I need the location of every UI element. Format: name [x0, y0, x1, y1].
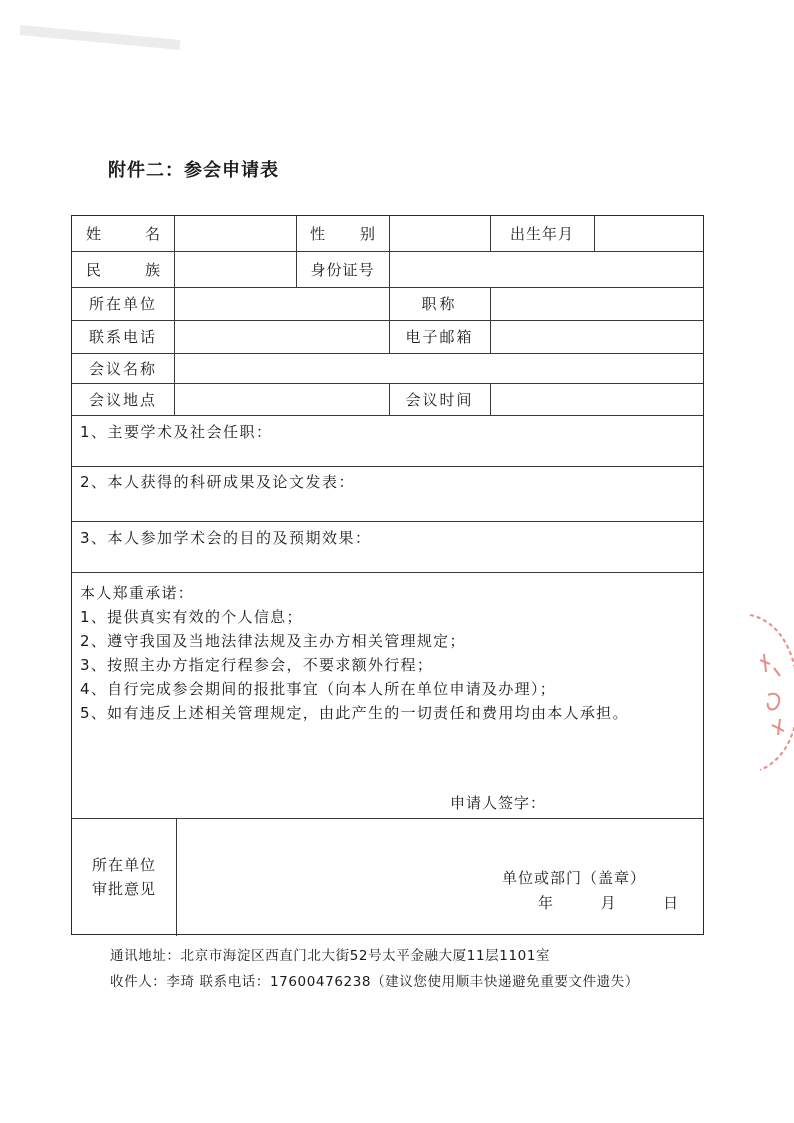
application-form [71, 215, 704, 935]
academic-roles-input[interactable] [72, 415, 705, 466]
pledge-heading: 本人郑重承诺： [80, 584, 195, 602]
birth-input[interactable] [594, 216, 705, 251]
ethnicity-label-char-2: 族 [144, 260, 160, 279]
page-title: 附件二：参会申请表 [108, 160, 279, 181]
pledge-item: 5、如有违反上述相关管理规定，由此产生的一切责任和费用均由本人承担。 [80, 704, 629, 722]
approval-label-line-2: 审批意见 [91, 880, 156, 898]
meeting-name-label: 会议名称 [88, 359, 157, 378]
section-attendance-purpose: 3、本人参加学术会的目的及预期效果： [80, 529, 372, 547]
corner-scan-mark [0, 0, 200, 60]
id-number-label: 身份证号 [310, 260, 375, 279]
meeting-time-label: 会议时间 [405, 390, 474, 409]
name-label-char-2: 名 [144, 225, 160, 243]
meeting-place-input[interactable] [174, 383, 389, 415]
employer-label: 所在单位 [88, 295, 157, 313]
job-title-input[interactable] [490, 287, 705, 320]
applicant-signature-label: 申请人签字： [450, 794, 547, 812]
approval-label-line-1: 所在单位 [91, 856, 156, 874]
pledge-item: 1、提供真实有效的个人信息； [80, 608, 303, 626]
date-month: 月 [600, 894, 616, 912]
pledge-item: 4、自行完成参会期间的报批事宜（向本人所在单位申请及办理）； [80, 680, 557, 698]
phone-label: 联系电话 [88, 328, 157, 346]
approval-label [72, 818, 176, 936]
section-research-achievements: 2、本人获得的科研成果及论文发表： [80, 473, 356, 491]
gender-label [296, 216, 389, 251]
meeting-time-input[interactable] [490, 383, 705, 415]
gender-label-char-2: 别 [359, 225, 375, 243]
red-seal-stamp [720, 600, 794, 780]
ethnicity-label [72, 251, 174, 287]
employer-input[interactable] [174, 287, 389, 320]
approval-date [538, 892, 678, 913]
email-label: 电子邮箱 [405, 328, 474, 346]
phone-input[interactable] [174, 320, 389, 353]
footer-address: 通讯地址：北京市海淀区西直门北大街52号太平金融大厦11层1101室 [110, 948, 551, 964]
attendance-purpose-input[interactable] [72, 521, 705, 572]
email-input[interactable] [490, 320, 705, 353]
meeting-place-label: 会议地点 [88, 390, 157, 409]
name-label-char-1: 姓 [86, 225, 102, 243]
pledge-item: 2、遵守我国及当地法律法规及主办方相关管理规定； [80, 632, 466, 650]
research-achievements-input[interactable] [72, 466, 705, 521]
ethnicity-input[interactable] [174, 251, 296, 287]
gender-input[interactable] [389, 216, 490, 251]
name-input[interactable] [174, 216, 296, 251]
date-year: 年 [538, 894, 554, 912]
id-number-input[interactable] [389, 251, 705, 287]
stamp-label: 单位或部门（盖章） [502, 869, 647, 887]
name-label [72, 216, 174, 251]
ethnicity-label-char-1: 民 [86, 260, 102, 279]
birth-label: 出生年月 [509, 225, 574, 243]
pledge-block [80, 581, 700, 725]
footer-contact: 收件人：李琦 联系电话：17600476238（建议您使用顺丰快递避免重要文件遗失） [110, 974, 639, 990]
job-title-label: 职称 [421, 295, 458, 313]
pledge-item: 3、按照主办方指定行程参会，不要求额外行程； [80, 656, 434, 674]
date-day: 日 [663, 894, 679, 912]
section-academic-roles: 1、主要学术及社会任职： [80, 423, 273, 441]
gender-label-char-1: 性 [310, 225, 326, 243]
meeting-name-input[interactable] [174, 353, 705, 383]
